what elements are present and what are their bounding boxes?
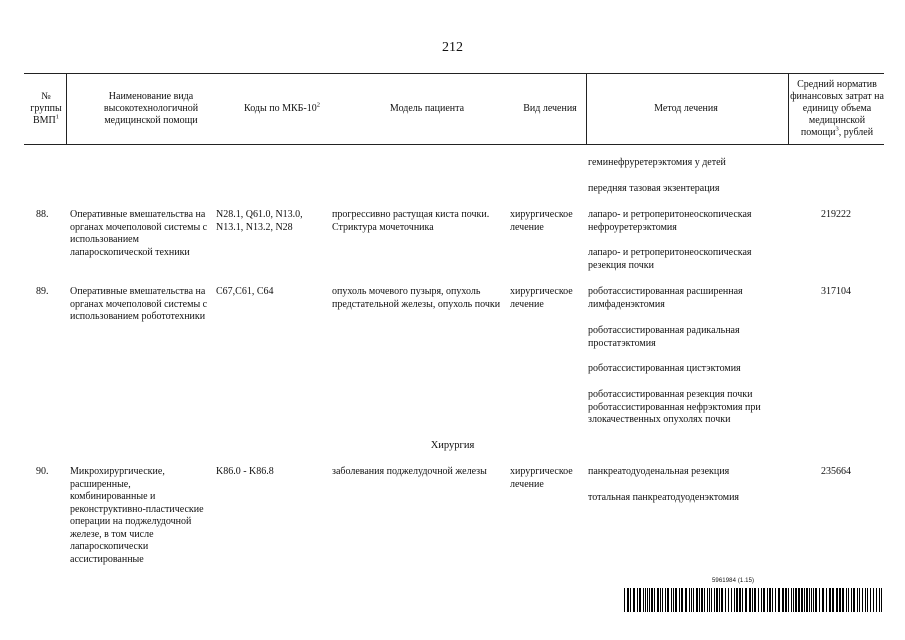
header-type-label: Наименование вида высокотехнологичной медицинской помощи bbox=[103, 91, 199, 126]
header-cost-unit: , рублей bbox=[838, 127, 874, 138]
icd-codes: N28.1, Q61.0, N13.0, N13.1, N13.2, N28 bbox=[216, 209, 303, 233]
footnote-3-marker: 3 bbox=[835, 125, 839, 133]
cost-value: 219222 bbox=[821, 209, 851, 220]
care-type-name: Оперативные вмешательства на органах мочеполовой системы с использованием робототехники bbox=[70, 286, 208, 322]
treatment-method: лапаро- и ретроперитонеоскопическая нефроуретерэктомия bbox=[588, 209, 752, 233]
continuation-method-1: геминефруретерэктомия у детей bbox=[588, 157, 726, 168]
treatment-type: хирургическое лечение bbox=[510, 286, 573, 310]
section-title: Хирургия bbox=[430, 440, 475, 451]
patient-model: прогрессивно растущая киста почки. Стриктура мочеточника bbox=[332, 209, 490, 233]
header-treatment-label: Вид лечения bbox=[523, 103, 577, 114]
header-method-label: Метод лечения bbox=[654, 103, 718, 114]
cost-value: 235664 bbox=[821, 466, 851, 477]
header-type bbox=[66, 74, 235, 144]
icd-codes: K86.0 - K86.8 bbox=[216, 466, 274, 477]
header-model-label: Модель пациента bbox=[389, 103, 465, 114]
patient-model: опухоль мочевого пузыря, опухоль предстательной железы, опухоль почки bbox=[332, 286, 501, 310]
cost-value: 317104 bbox=[821, 286, 851, 297]
care-type-name: Оперативные вмешательства на органах мочеполовой системы с использованием лапароскопической техники bbox=[70, 209, 208, 258]
treatment-method: роботассистированная расширенная лимфаденэктомия bbox=[588, 286, 743, 310]
treatment-method: лапаро- и ретроперитонеоскопическая резекция почки bbox=[588, 247, 752, 271]
treatment-method: роботассистированная радикальная простатэктомия bbox=[588, 325, 740, 349]
barcode-number: 5961984 (1.15) bbox=[712, 578, 755, 584]
treatment-method: тотальная панкреатодуоденэктомия bbox=[588, 492, 740, 503]
header-method bbox=[586, 74, 785, 144]
treatment-method: панкреатодуоденальная резекция bbox=[588, 466, 730, 477]
header-cost bbox=[788, 74, 885, 144]
treatment-method: роботассистированная резекция почки роботассистированная нефрэктомия при злокачественных опухолях почки bbox=[588, 389, 761, 425]
header-codes-label: Коды по МКБ-10 bbox=[244, 103, 317, 114]
group-number: 88. bbox=[36, 209, 49, 220]
group-number: 89. bbox=[36, 286, 49, 297]
treatment-type: хирургическое лечение bbox=[510, 466, 573, 490]
treatment-method: роботассистированная цистэктомия bbox=[588, 363, 741, 374]
footnote-1-marker: 1 bbox=[55, 113, 60, 121]
page-number: 212 bbox=[442, 40, 463, 55]
continuation-method-2: передняя тазовая экзентерация bbox=[588, 183, 720, 194]
header-cost-label: Средний норматив финансовых затрат на единицу объема медицинской помощи bbox=[790, 79, 884, 138]
barcode bbox=[624, 588, 886, 612]
header-codes bbox=[222, 74, 342, 144]
treatment-type: хирургическое лечение bbox=[510, 209, 573, 233]
header-group-number bbox=[28, 74, 64, 144]
header-treatment bbox=[512, 74, 588, 144]
header-group-label: № группы ВМП bbox=[30, 91, 62, 126]
icd-codes: C67,C61, C64 bbox=[216, 286, 274, 297]
group-number: 90. bbox=[36, 466, 49, 477]
care-type-name: Микрохирургические, расширенные, комбинированные и реконструктивно-пластические операции на поджелудочной железе, в том числе лапароскопически ассистированные bbox=[70, 466, 204, 565]
footnote-2-marker: 2 bbox=[316, 101, 320, 109]
patient-model: заболевания поджелудочной железы bbox=[332, 466, 487, 477]
header-model bbox=[342, 74, 512, 144]
table-header bbox=[24, 73, 884, 145]
